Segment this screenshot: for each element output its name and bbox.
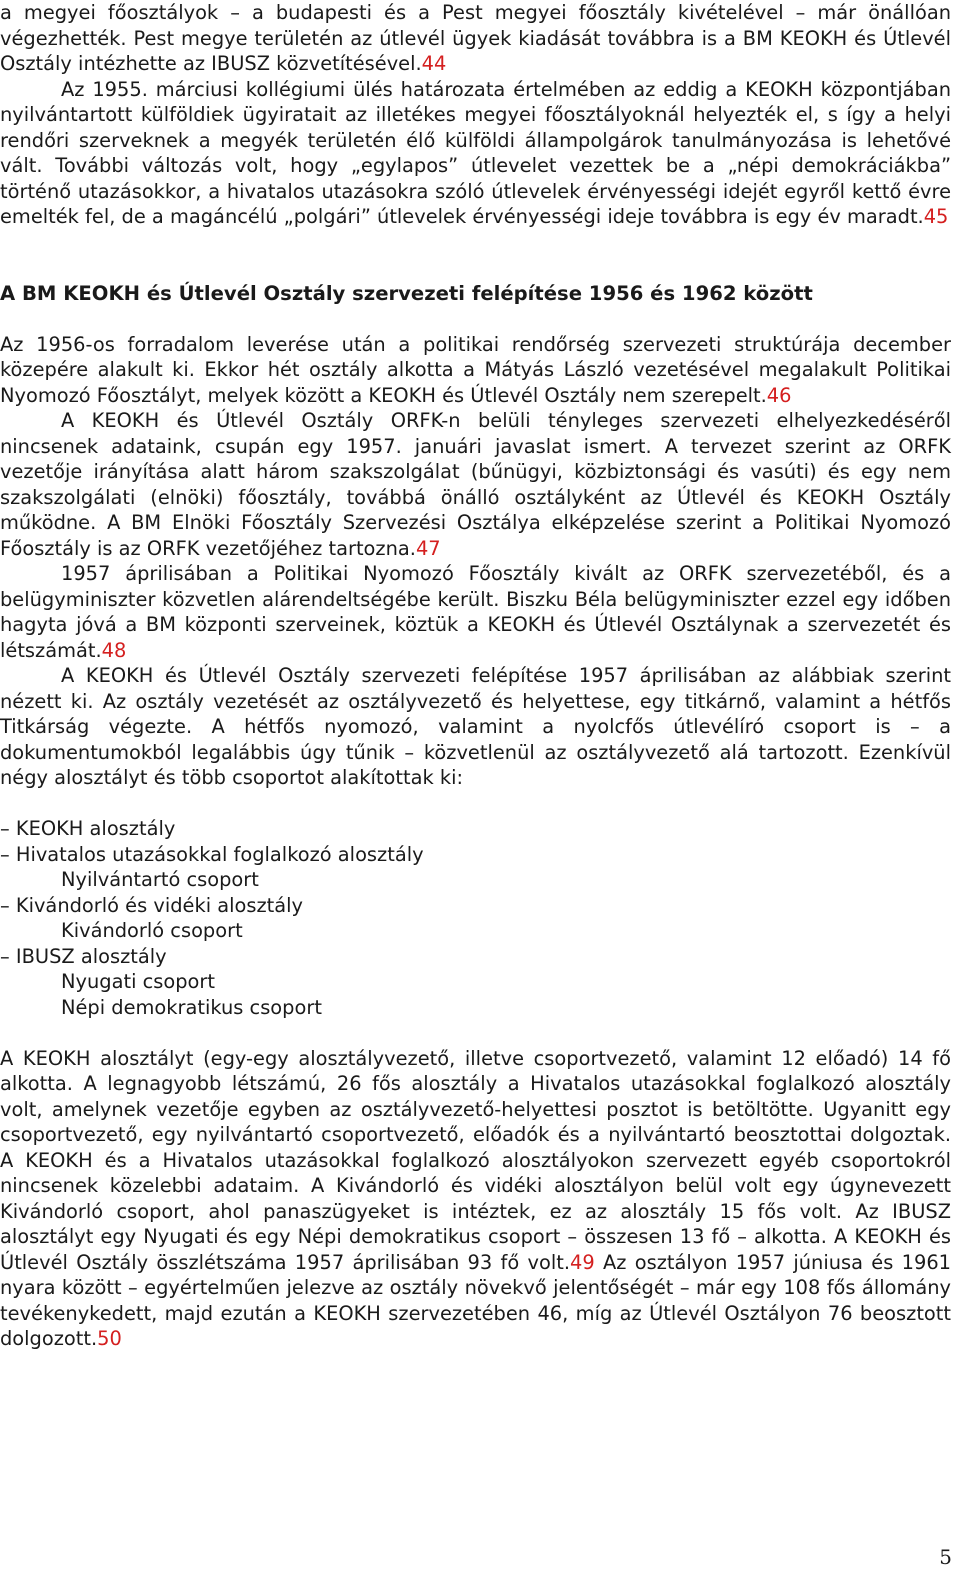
- list-item: – IBUSZ alosztály: [0, 944, 167, 968]
- footnote-marker[interactable]: 46: [766, 383, 792, 407]
- paragraph-text: Az 1956-os forradalom leverése után a politikai rendőrség szervezeti struktúrája december közepére alakult ki. Ekkor hét osztály alkotta a Mátyás László vezetésével megalakult Politikai Nyomozó Főosztályt, melyek között a KEOKH és Útlevél Osztály nem szerepelt.: [0, 332, 951, 407]
- paragraph-text: A KEOKH és Útlevél Osztály ORFK-n belüli tényleges szervezeti elhelyezkedéséről nincsenek adataink, csupán egy 1957. januári javaslat ismert. A tervezet szerint az ORFK vezetője irányítása alatt három szakszolgálat (bűnügyi, közbiztonsági és vasúti) és egy nem szakszolgálati (elnöki) főosztály, továbbá önálló osztályként az Útlevél és KEOKH Osztály működne. A BM Elnöki Főosztály Szervezési Osztálya elképzelése szerint a Politikai Nyomozó Főosztály is az ORFK vezetőjéhez tartozna.: [0, 409, 951, 560]
- paragraph-final: [0, 1046, 951, 1352]
- paragraph-text: a megyei főosztályok – a budapesti és a Pest megyei főosztály kivételével – már önállóan végezhették. Pest megye területén az útlevél ügyek kiadását továbbra is a BM KEOKH és Útlevél Osztály intézhette az IBUSZ közvetítésével.: [0, 1, 951, 75]
- intro-paragraph: [0, 0, 951, 77]
- paragraph-text: A KEOKH alosztályt (egy-egy alosztályvezető, illetve csoportvezető, valamint 12 előadó) 14 fő alkotta. A legnagyobb létszámú, 26 fős alosztály a Hivatalos utazásokkal foglalkozó alosztály volt, amelynek vezetője egyben az osztályvezető-helyettesi posztot is betöltötte. Ugyanitt egy csoportvezető, egy nyilvántartó csoportvezető, előadók és a nyilvántartó beosztottai dolgoztak. A KEOKH és a Hivatalos utazásokkal foglalkozó alosztályokon szervezett egyéb csoportokról nincsenek közelebbi adataim. A Kivándorló és vidéki alosztályon belül volt egy úgynevezett Kivándorló csoport, ahol panaszügyeket is intéztek, ez az alosztály 15 fős volt. Az IBUSZ alosztályt egy Nyugati és egy Népi demokratikus csoport – összesen 13 fő – alkotta. A KEOKH és Útlevél Osztály összlétszáma 1957 áprilisában 93 fő volt.: [0, 1046, 951, 1274]
- footnote-marker[interactable]: 47: [415, 536, 441, 560]
- org-unit-list: [0, 816, 951, 1020]
- page-number: 5: [939, 1545, 952, 1569]
- list-item: – Kivándorló és vidéki alosztály: [0, 893, 304, 917]
- spacer: [0, 791, 951, 817]
- list-item: Népi demokratikus csoport: [61, 995, 322, 1019]
- list-item: Kivándorló csoport: [61, 919, 243, 942]
- spacer: [0, 230, 951, 281]
- list-item: Nyilvántartó csoport: [61, 868, 259, 891]
- footnote-marker[interactable]: 45: [923, 205, 949, 228]
- footnote-marker[interactable]: 50: [97, 1327, 122, 1350]
- list-item: Nyugati csoport: [61, 970, 215, 993]
- paragraph-orfk: [0, 408, 951, 561]
- list-item: – KEOKH alosztály: [0, 817, 176, 840]
- paragraph-structure: [0, 663, 951, 791]
- spacer: [0, 1020, 951, 1046]
- paragraph-text: Az osztályon 1957 júniusa és 1961 nyara között – egyértelműen jelezve az osztály növekvő jelentőségét – már egy 108 fős állomány tevékenykedett, majd ezután a KEOKH szervezetében 46, míg az Útlevél Osztályon 76 beosztott dolgozott.: [0, 1250, 951, 1350]
- paragraph-1955: [0, 77, 951, 230]
- spacer: [0, 306, 951, 332]
- list-item: – Hivatalos utazásokkal foglalkozó alosztály: [0, 842, 424, 866]
- footnote-marker[interactable]: 48: [101, 638, 127, 662]
- paragraph-april-1957: [0, 561, 951, 663]
- paragraph-text: Az 1955. márciusi kollégiumi ülés határozata értelmében az eddig a KEOKH központjában nyilvántartott külföldiek ügyiratait az illetékes megyei főosztályoknál helyezték el, s így a helyi rendőri szerveknek a megyék területén élő külföldi állampolgárok tanulmányozása is lehetővé vált. További változás volt, hogy „egylapos” útlevelet vezettek be a „népi demokráciákba” történő utazásokkor, a hivatalos utazásokra szóló útlevelek érvényességi idejét egyről kettő évre emelték fel, de a magáncélú „polgári” útlevelek érvényességi ideje továbbra is egy év maradt.: [0, 77, 951, 228]
- paragraph-text: 1957 áprilisában a Politikai Nyomozó Főosztály kivált az ORFK szervezetéből, és a belügyminiszter közvetlen alárendeltségébe került. Biszku Béla belügyminiszter ezzel egy időben hagyta jóvá a BM központi szerveinek, köztük a KEOKH és Útlevél Osztálynak a szervezetét és létszámát.: [0, 562, 951, 662]
- paragraph-1956: [0, 332, 951, 409]
- paragraph-text: A KEOKH és Útlevél Osztály szervezeti felépítése 1957 áprilisában az alábbiak szerint nézett ki. Az osztály vezetését az osztályvezető és helyettese, egy titkárnő, valamint a hétfős Titkárság végezte. A hétfős nyomozó, valamint a nyolcfős útlevélíró csoport is – a dokumentumokból legalábbis úgy tűnik – közvetlenül az osztályvezető alá tartozott. Ezenkívül négy alosztályt és több csoportot alakítottak ki:: [0, 664, 951, 789]
- footnote-marker[interactable]: 49: [570, 1250, 595, 1274]
- footnote-marker[interactable]: 44: [421, 52, 447, 75]
- section-heading: A BM KEOKH és Útlevél Osztály szervezeti felépítése 1956 és 1962 között: [0, 281, 813, 305]
